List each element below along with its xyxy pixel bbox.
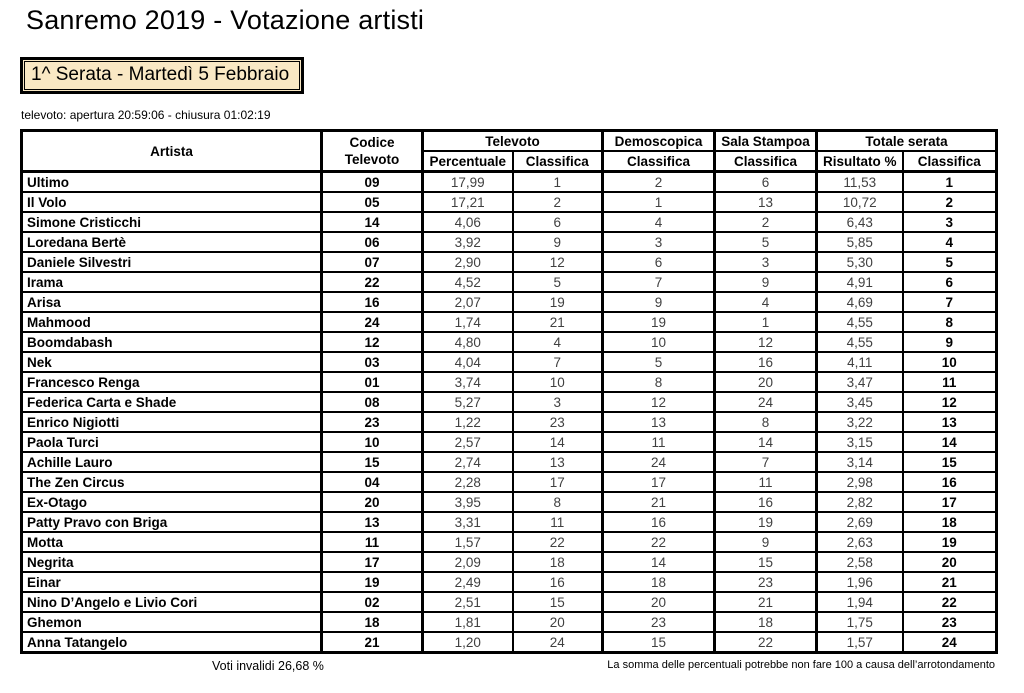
cell-sala-stampa-classifica: 5: [715, 232, 817, 252]
cell-televoto-percentuale: 2,28: [423, 472, 513, 492]
cell-risultato-percento: 6,43: [817, 212, 903, 232]
table-row: [22, 472, 997, 492]
cell-codice-televoto: 12: [322, 332, 423, 352]
cell-codice-televoto: 02: [322, 592, 423, 612]
cell-artista: Paola Turci: [22, 432, 322, 452]
col-header-codice-line1: Codice: [349, 135, 395, 150]
col-header-totale-classifica: Classifica: [903, 151, 997, 172]
cell-televoto-classifica: 4: [513, 332, 603, 352]
cell-artista: Francesco Renga: [22, 372, 322, 392]
cell-codice-televoto: 17: [322, 552, 423, 572]
cell-totale-classifica: 10: [903, 352, 997, 372]
cell-codice-televoto: 16: [322, 292, 423, 312]
table-row: [22, 272, 997, 292]
table-row: [22, 332, 997, 352]
cell-demoscopica-classifica: 14: [603, 552, 715, 572]
cell-risultato-percento: 3,14: [817, 452, 903, 472]
cell-artista: Ex-Otago: [22, 492, 322, 512]
cell-sala-stampa-classifica: 7: [715, 452, 817, 472]
cell-totale-classifica: 3: [903, 212, 997, 232]
cell-demoscopica-classifica: 19: [603, 312, 715, 332]
cell-sala-stampa-classifica: 21: [715, 592, 817, 612]
cell-risultato-percento: 3,22: [817, 412, 903, 432]
cell-artista: Patty Pravo con Briga: [22, 512, 322, 532]
cell-demoscopica-classifica: 13: [603, 412, 715, 432]
cell-sala-stampa-classifica: 9: [715, 532, 817, 552]
evening-badge: [20, 57, 304, 94]
header-row-groups: [22, 131, 997, 152]
cell-televoto-classifica: 8: [513, 492, 603, 512]
cell-demoscopica-classifica: 12: [603, 392, 715, 412]
evening-badge-label: 1^ Serata - Martedì 5 Febbraio: [24, 61, 300, 90]
cell-risultato-percento: 4,91: [817, 272, 903, 292]
cell-artista: Arisa: [22, 292, 322, 312]
footer: [20, 659, 995, 673]
cell-risultato-percento: 4,55: [817, 312, 903, 332]
cell-televoto-classifica: 5: [513, 272, 603, 292]
table-row: [22, 212, 997, 232]
table-body: [22, 172, 997, 653]
cell-artista: Anna Tatangelo: [22, 632, 322, 653]
cell-sala-stampa-classifica: 16: [715, 352, 817, 372]
cell-televoto-classifica: 12: [513, 252, 603, 272]
cell-sala-stampa-classifica: 8: [715, 412, 817, 432]
table-row: [22, 552, 997, 572]
cell-demoscopica-classifica: 10: [603, 332, 715, 352]
cell-televoto-classifica: 7: [513, 352, 603, 372]
cell-risultato-percento: 1,94: [817, 592, 903, 612]
televoto-times-note: televoto: apertura 20:59:06 - chiusura 01:02:19: [21, 108, 271, 122]
table-row: [22, 312, 997, 332]
cell-demoscopica-classifica: 3: [603, 232, 715, 252]
table-row: [22, 592, 997, 612]
cell-demoscopica-classifica: 21: [603, 492, 715, 512]
cell-codice-televoto: 04: [322, 472, 423, 492]
cell-televoto-classifica: 6: [513, 212, 603, 232]
table-row: [22, 192, 997, 212]
cell-televoto-classifica: 22: [513, 532, 603, 552]
cell-televoto-percentuale: 17,21: [423, 192, 513, 212]
cell-risultato-percento: 2,63: [817, 532, 903, 552]
cell-televoto-classifica: 13: [513, 452, 603, 472]
cell-televoto-percentuale: 2,90: [423, 252, 513, 272]
cell-sala-stampa-classifica: 13: [715, 192, 817, 212]
cell-codice-televoto: 10: [322, 432, 423, 452]
cell-risultato-percento: 3,15: [817, 432, 903, 452]
cell-televoto-percentuale: 4,80: [423, 332, 513, 352]
cell-televoto-classifica: 14: [513, 432, 603, 452]
cell-totale-classifica: 19: [903, 532, 997, 552]
cell-risultato-percento: 1,75: [817, 612, 903, 632]
table-row: [22, 432, 997, 452]
cell-sala-stampa-classifica: 18: [715, 612, 817, 632]
cell-risultato-percento: 5,30: [817, 252, 903, 272]
cell-televoto-percentuale: 2,49: [423, 572, 513, 592]
col-header-codice-televoto: [322, 131, 423, 172]
cell-codice-televoto: 18: [322, 612, 423, 632]
cell-televoto-classifica: 3: [513, 392, 603, 412]
cell-televoto-classifica: 9: [513, 232, 603, 252]
table-row: [22, 172, 997, 193]
cell-codice-televoto: 13: [322, 512, 423, 532]
cell-artista: Ghemon: [22, 612, 322, 632]
cell-totale-classifica: 5: [903, 252, 997, 272]
cell-demoscopica-classifica: 1: [603, 192, 715, 212]
cell-televoto-classifica: 18: [513, 552, 603, 572]
table-header: [22, 131, 997, 172]
cell-codice-televoto: 15: [322, 452, 423, 472]
cell-televoto-percentuale: 3,74: [423, 372, 513, 392]
col-header-percentuale: Percentuale: [423, 151, 513, 172]
cell-totale-classifica: 23: [903, 612, 997, 632]
voting-table: [20, 129, 998, 654]
cell-sala-stampa-classifica: 16: [715, 492, 817, 512]
cell-sala-stampa-classifica: 19: [715, 512, 817, 532]
cell-televoto-percentuale: 2,51: [423, 592, 513, 612]
cell-televoto-classifica: 1: [513, 172, 603, 193]
cell-codice-televoto: 08: [322, 392, 423, 412]
table-row: [22, 452, 997, 472]
rounding-note: La somma delle percentuali potrebbe non fare 100 a causa dell’arrotondamento: [607, 659, 995, 671]
cell-demoscopica-classifica: 9: [603, 292, 715, 312]
cell-televoto-percentuale: 2,09: [423, 552, 513, 572]
group-header-televoto: Televoto: [423, 131, 603, 152]
cell-risultato-percento: 2,98: [817, 472, 903, 492]
cell-totale-classifica: 18: [903, 512, 997, 532]
cell-sala-stampa-classifica: 15: [715, 552, 817, 572]
cell-sala-stampa-classifica: 23: [715, 572, 817, 592]
cell-artista: Negrita: [22, 552, 322, 572]
cell-sala-stampa-classifica: 11: [715, 472, 817, 492]
cell-totale-classifica: 9: [903, 332, 997, 352]
table-row: [22, 412, 997, 432]
cell-artista: The Zen Circus: [22, 472, 322, 492]
cell-artista: Loredana Bertè: [22, 232, 322, 252]
cell-risultato-percento: 4,11: [817, 352, 903, 372]
cell-televoto-percentuale: 2,07: [423, 292, 513, 312]
cell-codice-televoto: 21: [322, 632, 423, 653]
cell-televoto-classifica: 20: [513, 612, 603, 632]
col-header-artista: Artista: [22, 131, 322, 172]
cell-demoscopica-classifica: 16: [603, 512, 715, 532]
cell-totale-classifica: 16: [903, 472, 997, 492]
cell-codice-televoto: 23: [322, 412, 423, 432]
table-row: [22, 492, 997, 512]
cell-totale-classifica: 17: [903, 492, 997, 512]
cell-sala-stampa-classifica: 12: [715, 332, 817, 352]
cell-sala-stampa-classifica: 14: [715, 432, 817, 452]
cell-risultato-percento: 3,47: [817, 372, 903, 392]
cell-sala-stampa-classifica: 1: [715, 312, 817, 332]
cell-risultato-percento: 5,85: [817, 232, 903, 252]
cell-totale-classifica: 13: [903, 412, 997, 432]
cell-demoscopica-classifica: 2: [603, 172, 715, 193]
cell-artista: Nino D’Angelo e Livio Cori: [22, 592, 322, 612]
col-header-risultato: Risultato %: [817, 151, 903, 172]
cell-codice-televoto: 22: [322, 272, 423, 292]
cell-televoto-percentuale: 4,06: [423, 212, 513, 232]
cell-risultato-percento: 4,69: [817, 292, 903, 312]
cell-artista: Mahmood: [22, 312, 322, 332]
cell-sala-stampa-classifica: 9: [715, 272, 817, 292]
cell-demoscopica-classifica: 11: [603, 432, 715, 452]
cell-televoto-percentuale: 1,81: [423, 612, 513, 632]
cell-risultato-percento: 3,45: [817, 392, 903, 412]
cell-totale-classifica: 21: [903, 572, 997, 592]
cell-totale-classifica: 7: [903, 292, 997, 312]
cell-totale-classifica: 11: [903, 372, 997, 392]
cell-codice-televoto: 14: [322, 212, 423, 232]
cell-televoto-percentuale: 5,27: [423, 392, 513, 412]
cell-televoto-percentuale: 2,74: [423, 452, 513, 472]
cell-televoto-percentuale: 1,20: [423, 632, 513, 653]
table-row: [22, 632, 997, 653]
group-header-sala-stampa: Sala Stampoa: [715, 131, 817, 152]
cell-televoto-classifica: 19: [513, 292, 603, 312]
col-header-sala-stampa-classifica: Classifica: [715, 151, 817, 172]
invalid-votes-note: Voti invalidi 26,68 %: [212, 659, 324, 673]
cell-sala-stampa-classifica: 3: [715, 252, 817, 272]
cell-televoto-classifica: 10: [513, 372, 603, 392]
cell-televoto-percentuale: 1,57: [423, 532, 513, 552]
cell-sala-stampa-classifica: 4: [715, 292, 817, 312]
cell-televoto-classifica: 2: [513, 192, 603, 212]
cell-demoscopica-classifica: 22: [603, 532, 715, 552]
cell-televoto-percentuale: 3,95: [423, 492, 513, 512]
cell-codice-televoto: 07: [322, 252, 423, 272]
cell-risultato-percento: 1,96: [817, 572, 903, 592]
cell-artista: Il Volo: [22, 192, 322, 212]
cell-codice-televoto: 01: [322, 372, 423, 392]
cell-totale-classifica: 15: [903, 452, 997, 472]
cell-codice-televoto: 05: [322, 192, 423, 212]
cell-artista: Motta: [22, 532, 322, 552]
cell-demoscopica-classifica: 4: [603, 212, 715, 232]
table-row: [22, 352, 997, 372]
col-header-televoto-classifica: Classifica: [513, 151, 603, 172]
table-row: [22, 232, 997, 252]
cell-televoto-classifica: 15: [513, 592, 603, 612]
cell-demoscopica-classifica: 18: [603, 572, 715, 592]
cell-risultato-percento: 2,58: [817, 552, 903, 572]
cell-demoscopica-classifica: 17: [603, 472, 715, 492]
group-header-demoscopica: Demoscopica: [603, 131, 715, 152]
cell-demoscopica-classifica: 20: [603, 592, 715, 612]
cell-televoto-classifica: 16: [513, 572, 603, 592]
cell-sala-stampa-classifica: 22: [715, 632, 817, 653]
cell-totale-classifica: 12: [903, 392, 997, 412]
cell-televoto-classifica: 21: [513, 312, 603, 332]
cell-televoto-classifica: 11: [513, 512, 603, 532]
cell-sala-stampa-classifica: 2: [715, 212, 817, 232]
cell-artista: Simone Cristicchi: [22, 212, 322, 232]
cell-televoto-percentuale: 1,22: [423, 412, 513, 432]
cell-artista: Einar: [22, 572, 322, 592]
col-header-codice-line2: Televoto: [344, 152, 400, 167]
cell-codice-televoto: 11: [322, 532, 423, 552]
cell-totale-classifica: 1: [903, 172, 997, 193]
cell-televoto-classifica: 23: [513, 412, 603, 432]
cell-totale-classifica: 22: [903, 592, 997, 612]
cell-televoto-classifica: 17: [513, 472, 603, 492]
cell-demoscopica-classifica: 6: [603, 252, 715, 272]
cell-artista: Boomdabash: [22, 332, 322, 352]
cell-demoscopica-classifica: 15: [603, 632, 715, 653]
cell-codice-televoto: 19: [322, 572, 423, 592]
cell-demoscopica-classifica: 24: [603, 452, 715, 472]
table-row: [22, 572, 997, 592]
cell-demoscopica-classifica: 23: [603, 612, 715, 632]
cell-totale-classifica: 4: [903, 232, 997, 252]
table-row: [22, 612, 997, 632]
cell-sala-stampa-classifica: 24: [715, 392, 817, 412]
cell-artista: Daniele Silvestri: [22, 252, 322, 272]
cell-demoscopica-classifica: 5: [603, 352, 715, 372]
table-row: [22, 252, 997, 272]
cell-televoto-percentuale: 17,99: [423, 172, 513, 193]
cell-codice-televoto: 06: [322, 232, 423, 252]
cell-demoscopica-classifica: 8: [603, 372, 715, 392]
cell-artista: Nek: [22, 352, 322, 372]
cell-artista: Achille Lauro: [22, 452, 322, 472]
group-header-totale-serata: Totale serata: [817, 131, 997, 152]
col-header-demoscopica-classifica: Classifica: [603, 151, 715, 172]
page-title: Sanremo 2019 - Votazione artisti: [26, 5, 425, 35]
cell-risultato-percento: 10,72: [817, 192, 903, 212]
cell-televoto-percentuale: 1,74: [423, 312, 513, 332]
cell-televoto-classifica: 24: [513, 632, 603, 653]
cell-codice-televoto: 03: [322, 352, 423, 372]
cell-demoscopica-classifica: 7: [603, 272, 715, 292]
cell-codice-televoto: 09: [322, 172, 423, 193]
cell-risultato-percento: 1,57: [817, 632, 903, 653]
table-row: [22, 292, 997, 312]
cell-televoto-percentuale: 3,31: [423, 512, 513, 532]
cell-artista: Enrico Nigiotti: [22, 412, 322, 432]
table-row: [22, 512, 997, 532]
cell-totale-classifica: 14: [903, 432, 997, 452]
cell-artista: Ultimo: [22, 172, 322, 193]
cell-risultato-percento: 2,82: [817, 492, 903, 512]
cell-codice-televoto: 24: [322, 312, 423, 332]
cell-totale-classifica: 24: [903, 632, 997, 653]
table-row: [22, 372, 997, 392]
cell-artista: Irama: [22, 272, 322, 292]
table-row: [22, 532, 997, 552]
cell-televoto-percentuale: 4,52: [423, 272, 513, 292]
cell-televoto-percentuale: 4,04: [423, 352, 513, 372]
cell-televoto-percentuale: 3,92: [423, 232, 513, 252]
cell-totale-classifica: 6: [903, 272, 997, 292]
cell-totale-classifica: 2: [903, 192, 997, 212]
cell-risultato-percento: 11,53: [817, 172, 903, 193]
cell-totale-classifica: 8: [903, 312, 997, 332]
cell-risultato-percento: 4,55: [817, 332, 903, 352]
cell-risultato-percento: 2,69: [817, 512, 903, 532]
table-row: [22, 392, 997, 412]
cell-codice-televoto: 20: [322, 492, 423, 512]
cell-sala-stampa-classifica: 20: [715, 372, 817, 392]
cell-totale-classifica: 20: [903, 552, 997, 572]
cell-sala-stampa-classifica: 6: [715, 172, 817, 193]
cell-artista: Federica Carta e Shade: [22, 392, 322, 412]
cell-televoto-percentuale: 2,57: [423, 432, 513, 452]
